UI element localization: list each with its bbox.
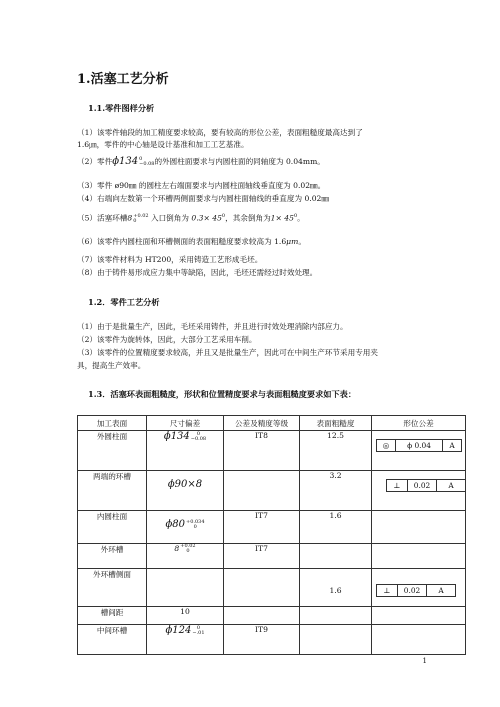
text: （2）零件 (77, 157, 113, 166)
paragraph-line-item-2 (77, 156, 325, 168)
text: （5）活塞环槽 (77, 213, 128, 223)
section-title: 1.活塞工艺分析 (77, 72, 169, 87)
perpendicularity-icon: ⊥ (387, 480, 408, 491)
tol-upper: +0.034 (186, 519, 205, 525)
paragraph-line: （1）该零件轴段的加工精度要求较高，要有较高的形位公差，表面粗糙度最高达到了 (77, 128, 363, 137)
cell-tolerance (372, 625, 466, 655)
cell-grade: IT9 (224, 625, 300, 655)
paragraph-line: 1.6㎛，零件的中心轴是设计基准和加工工艺基准。 (77, 140, 249, 149)
cell-roughness: 12.5 (300, 431, 372, 471)
cell-surface: 中间环槽 (78, 625, 147, 655)
math-chamfer-1: 0.3× 45 (191, 213, 222, 223)
tol-upper: +0.02 (180, 543, 196, 549)
tolerance-stack (133, 214, 148, 224)
paragraph-line: （2）该零件为旋转体，因此，大部分工艺采用车削。 (77, 335, 257, 344)
cell-dim (147, 569, 224, 607)
cell-surface: 外环槽侧面 (78, 569, 147, 607)
header-tolerance: 形位公差 (372, 416, 466, 431)
cell-tolerance (372, 607, 466, 625)
tol-lower: 0 (193, 524, 197, 530)
tol-value: ϕ 0.04 (396, 440, 443, 451)
cell-tolerance (372, 471, 466, 511)
text: ，其余倒角为 (225, 213, 271, 223)
text: 。 (297, 213, 305, 223)
table-row (78, 625, 466, 655)
header-roughness: 表面粗糙度 (300, 416, 372, 431)
datum-ref: A (438, 586, 444, 595)
cell-roughness: 3.2 (300, 471, 372, 511)
cell-roughness (300, 607, 372, 625)
cell-roughness: 1.6 (300, 569, 372, 607)
header-grade: 公差及精度等级 (224, 416, 300, 431)
paragraph-line: （8）由于铸件易形成应力集中等缺陷，因此，毛坯还需经过时效处理。 (77, 268, 318, 277)
tolerance-frame (386, 479, 466, 492)
spec-table (77, 415, 466, 655)
cell-tolerance (372, 431, 466, 471)
math-ring8: 8 (127, 213, 133, 223)
subsection-title-1-3: 1.3．活塞环表面粗糙度，形状和位置精度要求与表面粗糙度要求如下表： (88, 389, 357, 399)
header-dimension: 尺寸偏差 (147, 416, 224, 431)
tolerance-frame (376, 584, 456, 597)
table-row (78, 544, 466, 569)
cell-tolerance (372, 511, 466, 544)
cell-roughness: 1.6 (300, 511, 372, 544)
tolerance-frame (376, 439, 462, 452)
math-phi134: ϕ134 (112, 156, 139, 167)
cell-surface: 槽间距 (78, 607, 147, 625)
unit-micrometer: μm (286, 237, 299, 246)
cell-tolerance (372, 544, 466, 569)
tolerance-stack (139, 157, 154, 167)
paragraph-line-item-6 (77, 236, 306, 248)
paragraph-line-item-5 (77, 210, 305, 225)
tol-upper: +0.02 (133, 212, 149, 219)
table-row (78, 431, 466, 471)
dim-value: ϕ90×8 (167, 479, 203, 490)
dim-value: ϕ80 (165, 519, 186, 530)
tol-value: 0.02 (408, 480, 437, 491)
paragraph-line: 具，提高生产效率。 (77, 361, 146, 370)
tol-upper: 0 (139, 156, 143, 162)
text: 的外圆柱面要求与内圆柱面的同轴度为 0.04mm。 (154, 157, 325, 166)
cell-grade (224, 569, 300, 607)
tol-lower: 0 (186, 548, 190, 554)
text: 入口倒角为 (151, 213, 189, 223)
table-row (78, 471, 466, 511)
subsection-title-1-2: 1.2．零件工艺分析 (88, 297, 160, 307)
degree-mark: 0 (221, 213, 226, 219)
paragraph-line: （1）由于是批量生产，因此，毛坯采用铸件，并且进行时效处理消除内部应力。 (77, 322, 348, 331)
degree-mark: 0 (293, 213, 298, 219)
tol-upper: 0 (196, 431, 201, 437)
text: （6）该零件内圆柱面和环槽侧面的表面粗糙度要求较高为 1.6 (77, 237, 287, 246)
cell-dim (147, 544, 224, 569)
paragraph-line: （4）右端向左数第一个环槽两侧面要求与内圆柱面轴线的垂直度为 0.02㎜ (77, 194, 329, 203)
cell-surface: 外圆柱面 (78, 431, 147, 471)
datum-ref: A (448, 481, 454, 490)
page-number: 1 (422, 657, 427, 665)
concentricity-icon: ◎ (377, 440, 396, 451)
paragraph-line: （3）该零件的位置精度要求较高，并且又是批量生产，因此可在中间生产环节采用专用夹 (77, 348, 378, 357)
math-chamfer-2: 1× 45 (270, 213, 294, 223)
cell-roughness (300, 544, 372, 569)
cell-dim (147, 431, 224, 471)
cell-dim (147, 471, 224, 511)
dim-value: 8 (174, 544, 180, 553)
tol-value: 0.02 (398, 585, 427, 596)
cell-grade: IT7 (224, 544, 300, 569)
perpendicularity-icon: ⊥ (377, 585, 398, 596)
table-row (78, 569, 466, 607)
tol-lower: −0.08 (190, 436, 207, 442)
dim-value: ϕ124 (165, 625, 192, 636)
paragraph-line: （7）该零件材料为 HT200，采用铸造工艺形成毛坯。 (77, 255, 263, 264)
datum-ref: A (449, 441, 455, 450)
paragraph-line: （3）零件 ø90㎜ 的圆柱左右端面要求与内圆柱面轴线垂直度为 0.02㎜。 (77, 181, 326, 190)
header-surface: 加工表面 (78, 416, 147, 431)
tol-upper: 0 (196, 625, 201, 631)
cell-tolerance (372, 569, 466, 607)
cell-surface: 两端的环槽 (78, 471, 147, 511)
cell-dim (147, 625, 224, 655)
subsection-title-1-1: 1.1.零件图样分析 (88, 103, 155, 113)
cell-grade (224, 607, 300, 625)
cell-surface: 外环槽 (78, 544, 147, 569)
cell-roughness (300, 625, 372, 655)
tol-lower: −0.08 (139, 161, 155, 167)
cell-dim: 10 (147, 607, 224, 625)
text: 。 (298, 237, 306, 246)
tol-lower: −.01 (192, 630, 205, 636)
cell-grade (224, 471, 300, 511)
dim-value: ϕ134 (163, 431, 190, 442)
table-row (78, 511, 466, 544)
tol-lower: 0 (133, 217, 137, 224)
cell-dim (147, 511, 224, 544)
cell-grade: IT7 (224, 511, 300, 544)
cell-surface: 内圆柱面 (78, 511, 147, 544)
table-header-row (78, 416, 466, 431)
table-row (78, 607, 466, 625)
cell-grade: IT8 (224, 431, 300, 471)
